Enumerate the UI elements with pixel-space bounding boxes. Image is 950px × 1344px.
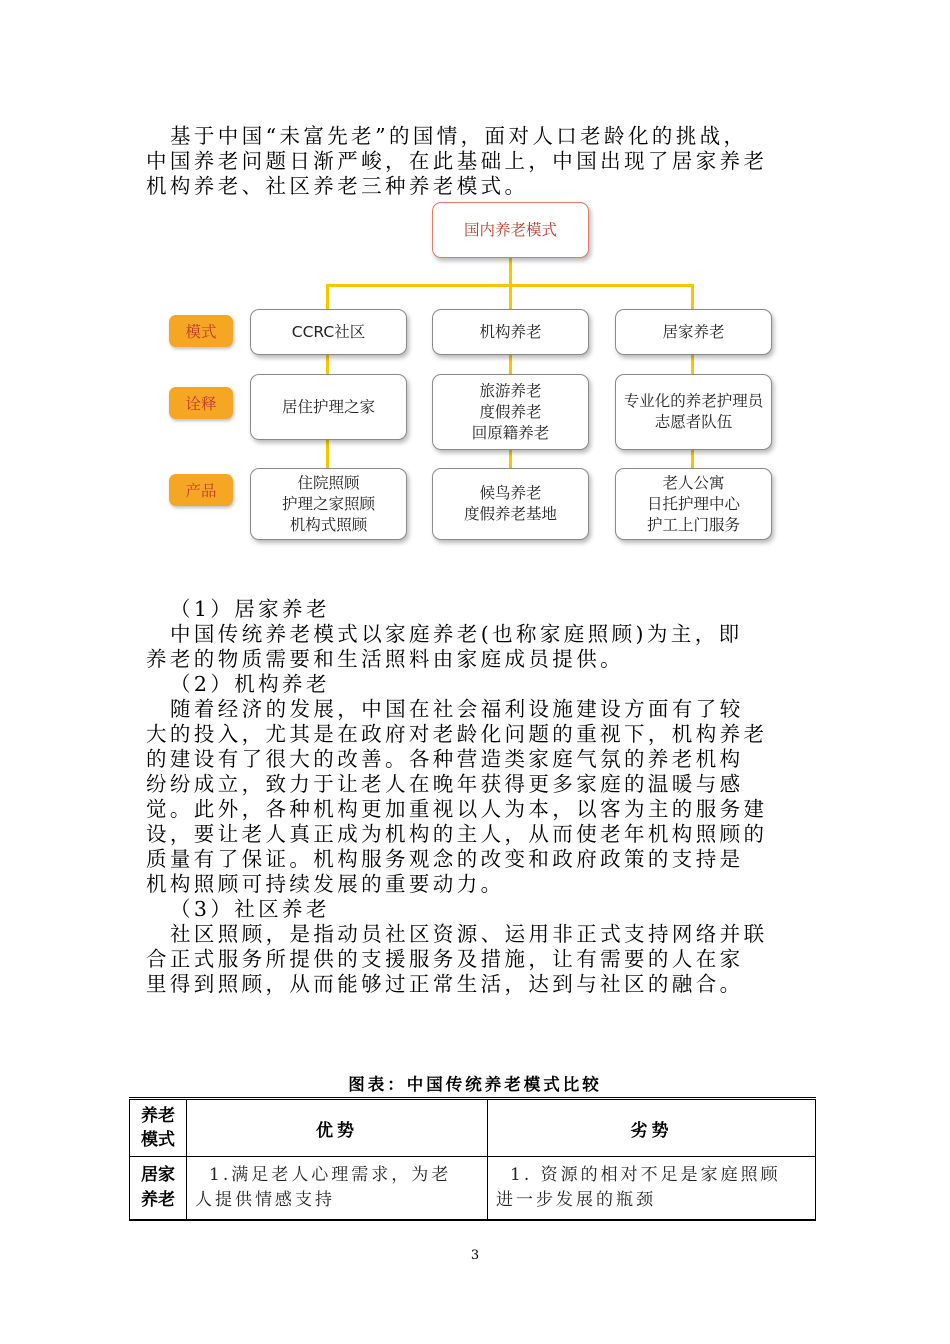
explain-label: 度假养老 (479, 402, 542, 421)
header-mode (130, 1099, 187, 1157)
pros-line: 1.满足老人心理需求，为老 (209, 1165, 452, 1185)
pros-line: 人提供情感支持 (195, 1190, 335, 1210)
section-line: 觉。此外，各种机构更加重视以人为本，以客为主的服务建 (146, 797, 768, 821)
row-mode (130, 1157, 187, 1221)
product-label: 住院照顾 (297, 473, 360, 492)
section-line: 里得到照顾，从而能够过正常生活，达到与社区的融合。 (146, 972, 744, 996)
section-line: 纷纷成立，致力于让老人在晚年获得更多家庭的温暖与感 (146, 772, 744, 796)
section-heading: （2）机构养老 (170, 672, 330, 696)
section-institution-care (146, 672, 806, 897)
tag-mode-label: 模式 (185, 323, 217, 341)
explain-node-home (615, 374, 772, 450)
elder-care-model-diagram (0, 0, 950, 560)
tag-explain-label: 诠释 (185, 395, 217, 413)
intro-line: 基于中国“未富先老”的国情，面对人口老龄化的挑战， (170, 124, 748, 148)
section-line: 社区照顾，是指动员社区资源、运用非正式支持网络并联 (170, 922, 768, 946)
row-mode-line: 养老 (141, 1190, 175, 1210)
product-label: 度假养老基地 (463, 505, 557, 523)
product-node-institution (432, 468, 589, 540)
row-mode-line: 居家 (141, 1165, 175, 1185)
connector-root-down (509, 258, 512, 285)
table-header-row (130, 1099, 816, 1157)
product-label: 护工上门服务 (646, 515, 740, 534)
diagram-root-node (432, 202, 589, 258)
header-mode-line: 模式 (141, 1130, 175, 1150)
product-label: 老人公寓 (662, 473, 725, 492)
cons-line: 进一步发展的瓶颈 (496, 1190, 656, 1210)
section-line: 随着经济的发展，中国在社会福利设施建设方面有了较 (170, 697, 744, 721)
section-home-care (146, 597, 806, 672)
mode-label: 居家养老 (662, 322, 725, 341)
cons-line: 1. 资源的相对不足是家庭照顾 (510, 1165, 781, 1185)
tag-explain (169, 387, 233, 419)
explain-label: 回原籍养老 (471, 423, 550, 442)
explain-label: 居住护理之家 (281, 397, 375, 416)
explain-label: 专业化的养老护理员 (623, 392, 764, 410)
explain-node-ccrc (250, 374, 407, 440)
product-node-ccrc (250, 468, 407, 540)
header-mode-line: 养老 (141, 1106, 175, 1126)
tag-product-label: 产品 (185, 482, 217, 500)
section-line: 设，要让老人真正成为机构的主人，从而使老年机构照顾的 (146, 822, 768, 846)
table-row (130, 1157, 816, 1221)
tag-product (169, 474, 233, 506)
section-line: 的建设有了很大的改善。各种营造类家庭气氛的养老机构 (146, 747, 744, 771)
table-caption: 图表：中国传统养老模式比较 (348, 1075, 602, 1094)
explain-node-institution (432, 374, 589, 450)
header-cons: 劣势 (488, 1099, 816, 1157)
mode-label: CCRC社区 (291, 322, 366, 341)
section-line: 养老的物质需要和生活照料由家庭成员提供。 (146, 647, 624, 671)
section-line: 机构照顾可持续发展的重要动力。 (146, 872, 505, 896)
tag-mode (169, 315, 233, 347)
mode-label: 机构养老 (479, 322, 542, 341)
section-community-care (146, 897, 806, 997)
mode-node-institution (432, 309, 589, 355)
explain-label: 志愿者队伍 (654, 413, 733, 431)
product-label: 护理之家照顾 (281, 494, 375, 513)
intro-line: 机构养老、社区养老三种养老模式。 (146, 174, 529, 198)
product-label: 日托护理中心 (646, 494, 740, 513)
comparison-table (129, 1097, 816, 1221)
section-line: 质量有了保证。机构服务观念的改变和政府政策的支持是 (146, 847, 744, 871)
section-heading: （1）居家养老 (170, 597, 330, 621)
product-node-home (615, 468, 772, 540)
row-cons (488, 1157, 816, 1221)
section-heading: （3）社区养老 (170, 897, 330, 921)
row-pros (187, 1157, 488, 1221)
intro-line: 中国养老问题日渐严峻，在此基础上，中国出现了居家养老 (146, 149, 768, 173)
mode-node-home (615, 309, 772, 355)
section-line: 合正式服务所提供的支援服务及措施，让有需要的人在家 (146, 947, 744, 971)
product-label: 候鸟养老 (479, 484, 542, 502)
mode-node-ccrc (250, 309, 407, 355)
diagram-root-label: 国内养老模式 (463, 220, 557, 239)
explain-label: 旅游养老 (479, 381, 542, 400)
section-line: 中国传统养老模式以家庭养老(也称家庭照顾)为主，即 (170, 622, 743, 646)
section-line: 大的投入，尤其是在政府对老龄化问题的重视下，机构养老 (146, 722, 768, 746)
product-label: 机构式照顾 (289, 515, 368, 534)
header-pros: 优势 (187, 1099, 488, 1157)
page-number: 3 (470, 1248, 480, 1263)
